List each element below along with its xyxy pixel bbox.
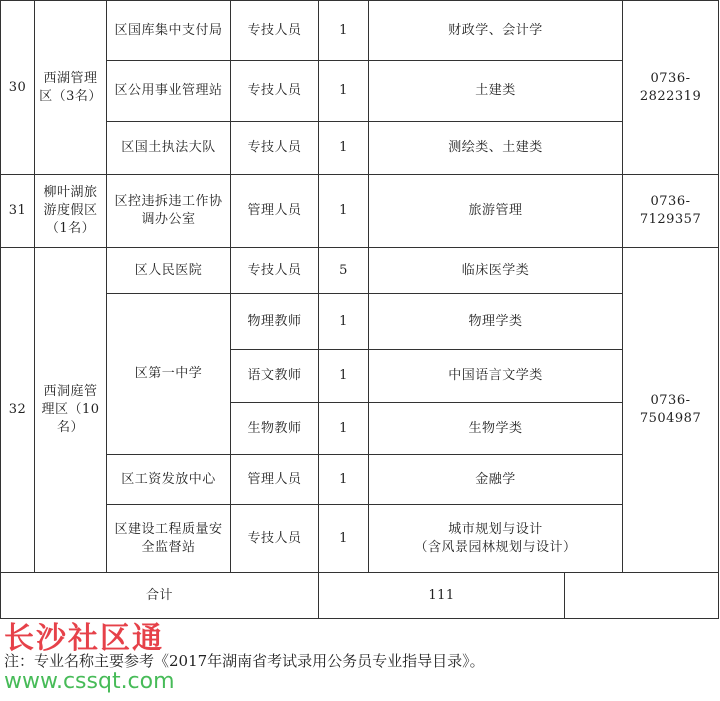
total-label: 合计 (1, 573, 319, 619)
region-cell: 柳叶湖旅游度假区（1名） (35, 175, 107, 248)
total-empty (565, 573, 719, 619)
count-cell: 1 (319, 403, 369, 455)
watermark-text: 长沙社区通 (4, 621, 164, 656)
unit-cell: 区工资发放中心 (107, 455, 231, 505)
unit-cell: 区控违拆违工作协调办公室 (107, 175, 231, 248)
post-cell: 物理教师 (231, 294, 319, 350)
unit-cell: 区公用事业管理站 (107, 61, 231, 122)
row-number: 30 (1, 1, 35, 175)
total-row (1, 573, 719, 619)
post-cell: 专技人员 (231, 505, 319, 573)
post-cell: 生物教师 (231, 403, 319, 455)
table-row (1, 294, 719, 350)
major-cell: 中国语言文学类 (369, 350, 623, 403)
count-cell: 1 (319, 294, 369, 350)
count-cell: 1 (319, 350, 369, 403)
region-cell: 西洞庭管理区（10名） (35, 248, 107, 573)
count-cell: 1 (319, 175, 369, 248)
count-cell: 1 (319, 122, 369, 175)
unit-cell: 区第一中学 (107, 294, 231, 455)
phone-cell: 0736-7129357 (623, 175, 719, 248)
major-cell: 财政学、会计学 (369, 1, 623, 61)
unit-cell: 区人民医院 (107, 248, 231, 294)
table-row (1, 455, 719, 505)
major-cell: 土建类 (369, 61, 623, 122)
post-cell: 专技人员 (231, 1, 319, 61)
post-cell: 语文教师 (231, 350, 319, 403)
phone-cell: 0736-7504987 (623, 248, 719, 573)
major-line: （含风景园林规划与设计） (414, 539, 577, 555)
row-number: 32 (1, 248, 35, 573)
table-row (1, 248, 719, 294)
count-cell: 1 (319, 1, 369, 61)
total-value: 111 (319, 573, 565, 619)
count-cell: 1 (319, 455, 369, 505)
row-number: 31 (1, 175, 35, 248)
major-cell: 旅游管理 (369, 175, 623, 248)
major-cell (369, 505, 623, 573)
count-cell: 5 (319, 248, 369, 294)
major-cell: 测绘类、土建类 (369, 122, 623, 175)
post-cell: 专技人员 (231, 248, 319, 294)
unit-cell: 区国库集中支付局 (107, 1, 231, 61)
post-cell: 专技人员 (231, 61, 319, 122)
major-cell: 临床医学类 (369, 248, 623, 294)
table-row (1, 175, 719, 248)
table-row (1, 122, 719, 175)
phone-cell: 0736-2822319 (623, 1, 719, 175)
region-cell: 西湖管理区（3名） (35, 1, 107, 175)
post-cell: 管理人员 (231, 455, 319, 505)
footnote: 注：专业名称主要参考《2017年湖南省考试录用公务员专业指导目录》。 (4, 652, 485, 670)
major-cell: 生物学类 (369, 403, 623, 455)
table-row (1, 505, 719, 573)
count-cell: 1 (319, 61, 369, 122)
watermark-url: www.cssqt.com (4, 669, 175, 694)
major-cell: 物理学类 (369, 294, 623, 350)
table-row (1, 1, 719, 61)
major-line: 城市规划与设计 (448, 521, 543, 537)
unit-cell: 区国土执法大队 (107, 122, 231, 175)
count-cell: 1 (319, 505, 369, 573)
major-cell: 金融学 (369, 455, 623, 505)
post-cell: 管理人员 (231, 175, 319, 248)
post-cell: 专技人员 (231, 122, 319, 175)
table-row (1, 61, 719, 122)
unit-cell: 区建设工程质量安全监督站 (107, 505, 231, 573)
